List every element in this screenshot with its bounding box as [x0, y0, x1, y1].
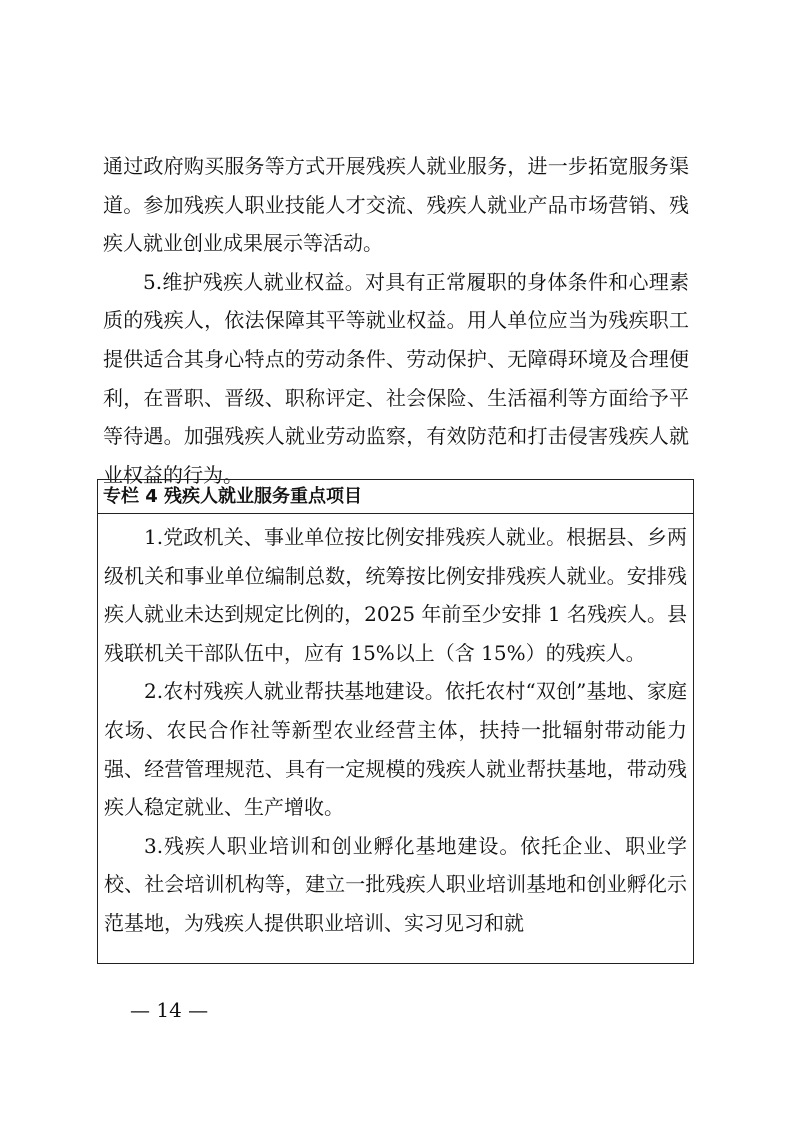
column-item-3: 3.残疾人职业培训和创业孵化基地建设。依托企业、职业学校、社会培训机构等，建立一批残疾人职业培训基地和创业孵化示范基地，为残疾人提供职业培训、实习见习和就 — [104, 833, 687, 935]
column-box-body — [98, 514, 693, 943]
page-number: — 14 — — [130, 998, 209, 1022]
column-item-2: 2.农村残疾人就业帮扶基地建设。依托农村“双创”基地、家庭农场、农民合作社等新型农业经营主体，扶持一批辐射带动能力强、经营管理规范、具有一定规模的残疾人就业帮扶基地，带动残疾人稳定就业、生产增收。 — [104, 679, 687, 820]
body-text — [103, 147, 689, 494]
column-box — [97, 479, 694, 964]
paragraph-employment-rights: 5.维护残疾人就业权益。对具有正常履职的身体条件和心理素质的残疾人，依法保障其平等就业权益。用人单位应当为残疾职工提供适合其身心特点的劳动条件、劳动保护、无障碍环境及合理便利，在晋职、晋级、职称评定、社会保险、生活福利等方面给予平等待遇。加强残疾人就业劳动监察，有效防范和打击侵害残疾人就业权益的行为。 — [103, 269, 689, 487]
paragraph-continuation: 通过政府购买服务等方式开展残疾人就业服务，进一步拓宽服务渠道。参加残疾人职业技能人才交流、残疾人就业产品市场营销、残疾人就业创业成果展示等活动。 — [103, 154, 689, 256]
column-item-1: 1.党政机关、事业单位按比例安排残疾人就业。根据县、乡两级机关和事业单位编制总数，统筹按比例安排残疾人就业。安排残疾人就业未达到规定比例的，2025 年前至少安排 1 名残疾人。县残联机关干部队伍中，应有 15%以上（含 15%）的残疾人。 — [104, 525, 687, 665]
column-box-title: 专栏 4 残疾人就业服务重点项目 — [98, 480, 693, 514]
